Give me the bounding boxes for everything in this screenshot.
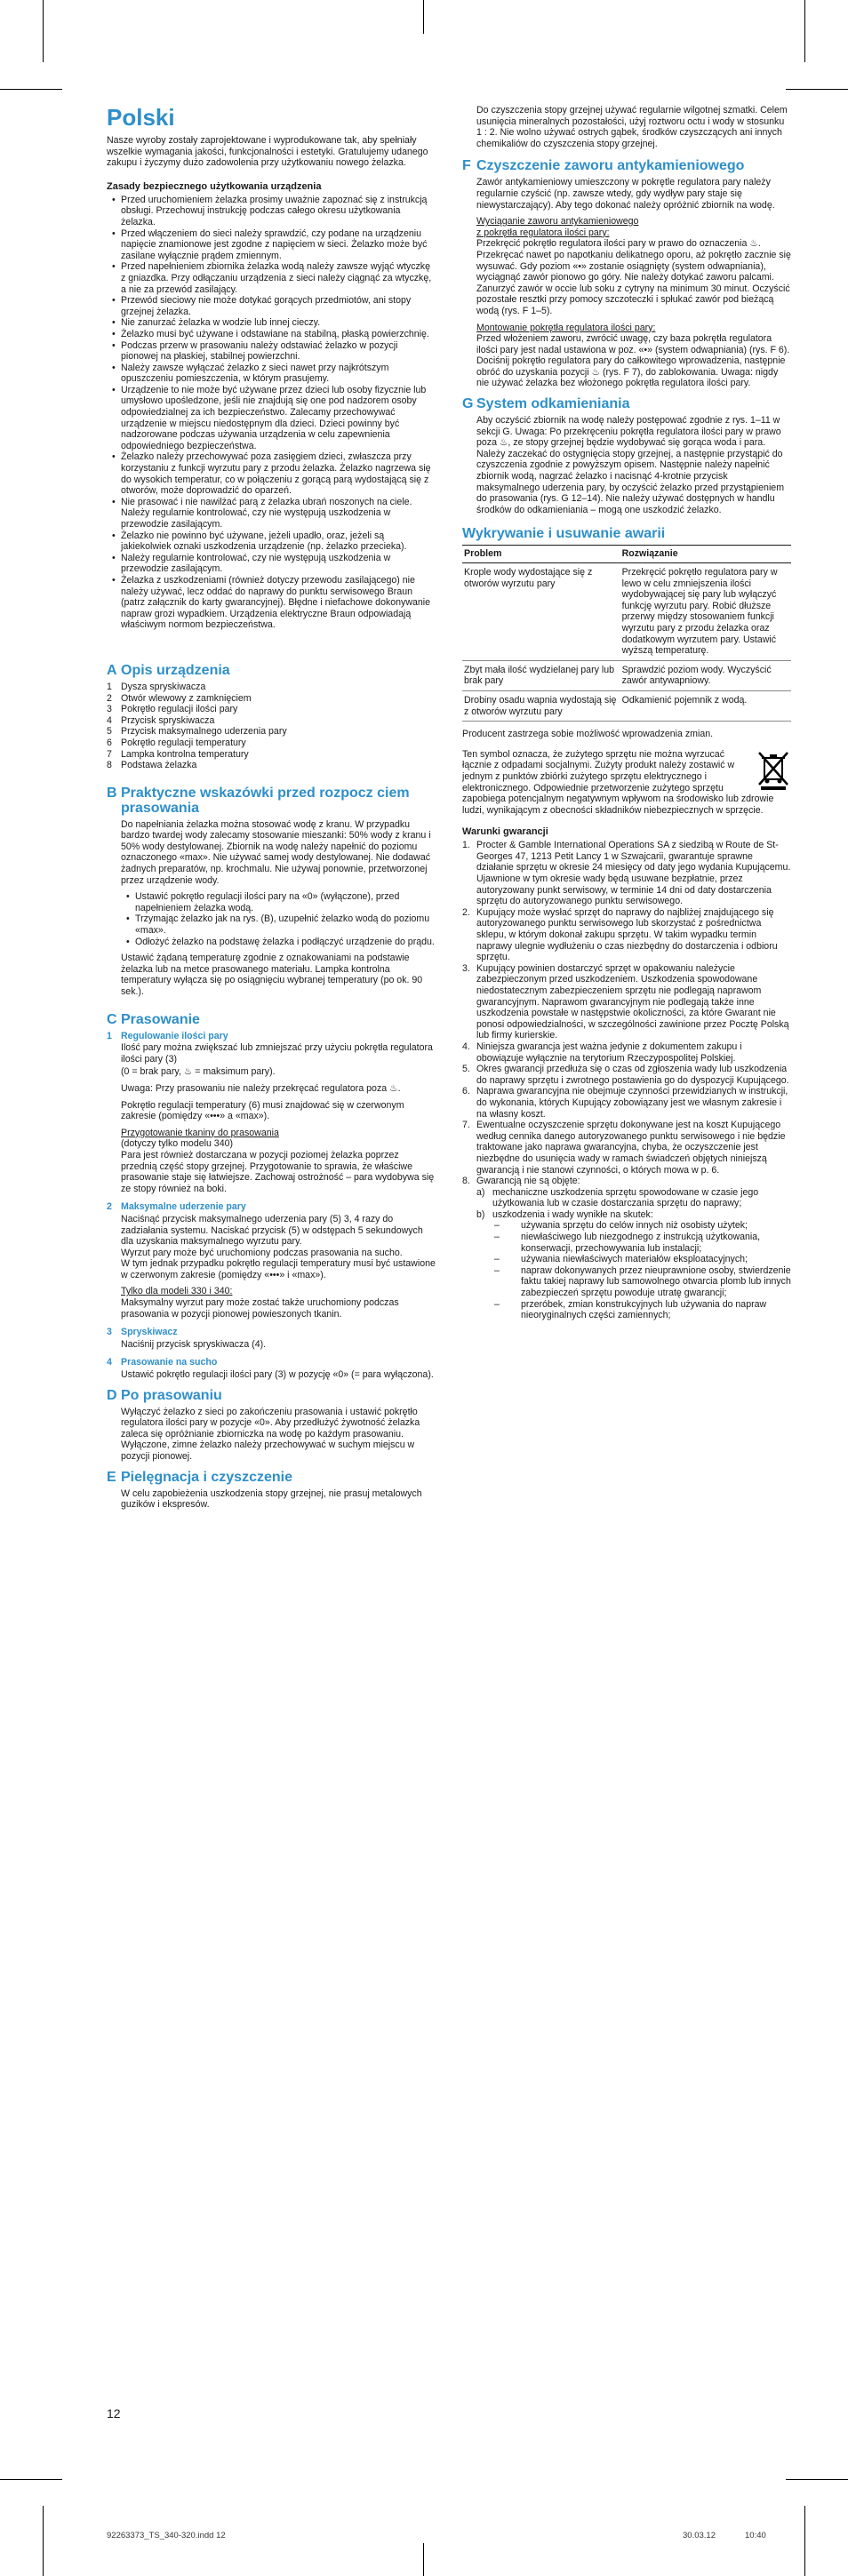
- warranty-item: 8. Gwarancją nie są objęte:: [462, 1176, 580, 1187]
- table-header: Problem: [462, 546, 620, 563]
- weee-text: Ten symbol oznacza, że zużytego sprzętu nie można wyrzucać łącznie z odpadami socjalnymi. Zużyty produkt należy zostawić w jednym z punktów zbiórki zużytego sprzętu elektrycznego i elektronicznego. Odpowiednie przetworzenie zużytego sprzętu zapobiega potencjalnym negatywnym wpływom na środowisko lub zdrowie ludzi, wynikającym z obecności składników niebezpiecznych w sprzęcie.: [462, 748, 774, 816]
- part-item: 3 Pokrętło regulacji ilości pary: [107, 704, 238, 715]
- safety-item: • Przed napełnieniem zbiornika żelazka wodą należy zawsze wyjąć wtyczkę z gniazdka. Przy odłączaniu urządzenia z sieci należy ciągnąć za wtyczkę, a nie za przewód zasilający.: [121, 261, 436, 295]
- paragraph: Wyłączyć żelazko z sieci po zakończeniu prasowania i ustawić pokrętło regulatora ilości pary w pozycje «0». Aby przedłużyć żywotność żelazka zaleca się opróżnianie zbiorniczka na wodę po każdym prasowaniu. Wyłączone, zimne żelazko należy przechowywać w suchym miejscu w pozycji pionowej.: [121, 1406, 420, 1462]
- crop-mark: [43, 2506, 44, 2576]
- paragraph: Przekręcić pokrętło regulatora ilości pary w prawo do oznaczenia ♨. Przekręcać nawet po napotkaniu delikatnego oporu, aż pokrętło zacznie się wysuwać. Gdy poziom «•» zostanie osiągnięty (system odwapniania), wyciągnąć zawór pionowo go góry. Nie należy dotykać zaworu palcami. Zanurzyć zawór w occie lub soku z cytryny na minimum 30 minut. Oczyścić pozostałe resztki przy pomocy szczoteczki i spłukać zawór pod bieżącą wodą (rys. F 1–5).: [476, 238, 791, 316]
- warranty-item: 2. Kupujący może wysłać sprzęt do naprawy do najbliżej znajdującego się autoryzowanego punktu serwisowego lub skorzystać z pośrednictwa sklepu, w którym dokonał zakupu sprzętu. W takim wypadku termin naprawy ulegnie wydłużeniu o czas niezbędny do dostarczenia i odbioru sprzętu.: [462, 906, 778, 963]
- section-b-text: Ustawić żądaną temperaturę zgodnie z oznakowaniami na podstawie żelazka lub na metce prasowanego materiału. Lampka kontrolna temperatury wyłącza się po osiągnięciu wybranej temperatury (po ok. 90 sek.).: [121, 953, 423, 997]
- left-column: [107, 105, 436, 1516]
- part-item: 1 Dysza spryskiwacza: [107, 681, 206, 692]
- part-item: 4 Przycisk spryskiwacza: [107, 714, 215, 726]
- paragraph: W celu zapobieżenia uszkodzenia stopy grzejnej, nie prasuj metalowych guzików i ekspresów.: [121, 1487, 422, 1511]
- paragraph: Zawór antykamieniowy umieszczony w pokrętle regulatora pary należy regularnie czyścić (np. zawsze wtedy, gdy wydływ pary staje się niewystarczający). Aby tego dokonać należy opróżnić zbiornik na wodę.: [476, 177, 775, 211]
- safety-item: • Przed włączeniem do sieci należy sprawdzić, czy podane na urządzeniu napięcie znamionowe jest zgodne z napięciem w sieci. Żelazko może być zasilane wyłącznie prądem zmiennym.: [121, 228, 436, 262]
- safety-item: • Przed uruchomieniem żelazka prosimy uważnie zapoznać się z instrukcją obsługi. Przechowuj instrukcję podczas całego okresu użytkowania żelazka.: [121, 195, 436, 228]
- paragraph: (0 = brak pary, ♨ = maksimum pary).: [121, 1066, 276, 1078]
- subsection-heading: 1 Regulowanie ilości pary: [107, 1030, 228, 1041]
- safety-item: • Żelazko musi być używane i odstawiane na stabilną, płaską powierzchnię.: [121, 329, 436, 340]
- sub-heading: Wyciąganie zaworu antykamieniowego: [476, 216, 639, 227]
- table-cell: Drobiny osadu wapnia wydostają się z otworów wyrzutu pary: [462, 690, 620, 721]
- list-item: • Odłożyć żelazko na podstawę żelazka i podłączyć urządzenie do prądu.: [135, 937, 436, 948]
- section-c-heading: C Prasowanie: [107, 1011, 200, 1027]
- section-title: Opis urządzenia: [121, 662, 230, 678]
- warranty-item: 3. Kupujący powinien dostarczyć sprzęt w opakowaniu należycie zabezpieczonym przed uszkodzeniem. Uszkodzenia spowodowane niedostatecznym zabezpieczeniem sprzętu nie podlegają naprawom gwarancyjnym. Naprawom gwarancyjnym nie podlegają także inne uszkodzenia powstałe w następstwie okoliczności, za które Gwarant nie ponosi odpowiedzialności, w szczególności zawinione przez Pocztę Polską lub firmy kurierskie.: [462, 962, 789, 1041]
- exclusion-item: b) uszkodzenia i wady wynikłe na skutek: – używania sprzętu do celów innych niż osobisty użytek; – niewłaściwego lub niezgodnego z instrukcją użytkowania, konserwacji, przechowywania lub instalacji; – używania niewłaściwych materiałów eksploatacyjnych; – napraw dokonywanych przez nieuprawnione osoby, stwierdzenie faktu takiej naprawy lub samowolnego otwarcia plomb lub innych zabezpieczeń sprzętu powoduje utratę gwarancji; – przeróbek, zmian konstrukcyjnych lub używania do napraw nieoryginalnych części zamiennych;: [476, 1209, 791, 1321]
- warranty-exclusions: [462, 1187, 791, 1321]
- exclusion-causes: [492, 1220, 791, 1320]
- list-item: • Trzymając żelazko jak na rys. (B), uzupełnić żelazko wodą do poziomu «max».: [135, 913, 436, 936]
- footer-date: 30.03.12: [683, 2531, 716, 2540]
- safety-item: • Należy regularnie kontrolować, czy nie występują uszkodzenia w przewodzie zasilającym.: [121, 553, 436, 575]
- crop-mark: [804, 2506, 805, 2576]
- paragraph: Aby oczyścić zbiornik na wodę należy postępować zgodnie z rys. 1–11 w sekcji G. Uwaga: Po przekręceniu pokrętła regulatora ilości pary w prawo poza ♨, ze stopy grzejnej będzie wydobywać się gorąca woda i para. Należy zaczekać do ostygnięcia stopy grzejnej, a następnie przystąpić do czyszczenia zgodnie z powyższym opisem. Następnie należy napełnić zbiornik wodą, nagrzać żelazko i nacisnąć 4-krotnie przycisk maksymalnego uderzenia pary, by oczyścić żelazko przed przystąpieniem do prasowania (rys. G 12–14). Nie należy używać dostępnych w handlu środków do odkamieniania – mogą one uszkodzić żelazko.: [476, 415, 785, 515]
- paragraph: Para jest również dostarczana w pozycji poziomej żelazka poprzez przednią część stopy grzejnej. Przygotowanie to sprawia, że właściwe prasowanie staje się łatwiejsze. Zachowaj ostrożność – para wydobywa się ze stopy również na boki.: [121, 1149, 435, 1194]
- paragraph: Uwaga: Przy prasowaniu nie należy przekręcać regulatora poza ♨.: [121, 1082, 401, 1094]
- safety-item: • Nie prasować i nie nawilżać parą z żelazka ubrań noszonych na ciele. Należy regularnie kontrolować, czy nie występują uszkodzenia w przewodzie zasilającym.: [121, 497, 436, 530]
- paragraph: Pokrętło regulacji temperatury (6) musi znajdować się w czerwonym zakresie (pomiędzy «•••» a «max»).: [121, 1099, 404, 1122]
- sub-note: (dotyczy tylko modelu 340): [121, 1138, 234, 1150]
- right-column: [462, 105, 791, 1321]
- paragraph: Ustawić pokrętło regulacji ilości pary (3) w pozycję «0» (= para wyłączona).: [121, 1369, 434, 1381]
- table-cell: Krople wody wydostające się z otworów wyrzutu pary: [462, 563, 620, 661]
- paragraph: Naciśnij przycisk spryskiwacza (4).: [121, 1338, 267, 1350]
- section-b-heading: B Praktyczne wskazówki przed rozpocz ciem prasowania: [107, 785, 410, 816]
- sub-heading: Przygotowanie tkaniny do prasowania: [121, 1127, 279, 1138]
- paragraph: Maksymalny wyrzut pary może zostać także uruchomiony podczas prasowania w pozycji pionowej powieszonych tkanin.: [121, 1297, 399, 1320]
- crop-mark: [423, 2543, 424, 2576]
- list-item: – używania niewłaściwych materiałów eksploatacyjnych;: [505, 1254, 791, 1265]
- table-row: [462, 690, 791, 721]
- paragraph: Ilość pary można zwiększać lub zmniejszać przy użyciu pokrętła regulatora ilości pary (3): [121, 1042, 433, 1065]
- crop-mark: [786, 2479, 848, 2480]
- section-a-heading: [107, 663, 436, 678]
- list-item: – przeróbek, zmian konstrukcyjnych lub używania do napraw nieoryginalnych części zamiennych;: [505, 1299, 791, 1321]
- paragraph: Naciśnąć przycisk maksymalnego uderzenia pary (5) 3, 4 razy do zadziałania systemu. Naciskać przycisk (5) w odstępach 5 sekundowych dla uzyskania maksymalnego wyrzutu pary.: [121, 1213, 423, 1248]
- warranty-item: 5. Okres gwarancji przedłuża się o czas od zgłoszenia wady lub uszkodzenia do naprawy sprzętu i zwrotnego postawienia go do dyspozycji Kupującego.: [462, 1064, 789, 1086]
- warranty-item: 4. Niniejsza gwarancja jest ważna jedynie z dokumentem zakupu i obowiązuje wyłącznie na terytorium Rzeczypospolitej Polskiej.: [462, 1041, 742, 1064]
- warranty-heading: Warunki gwarancji: [462, 826, 548, 838]
- part-item: 7 Lampka kontrolna temperatury: [107, 748, 249, 760]
- safety-item: • Urządzenie to nie może być używane przez dzieci lub osoby fizycznie lub umysłowo upośledzone, jeśli nie znajdują się one pod nadzorem osoby odpowiedzialnej za ich bezpieczeństwo. Zalecamy przechowywać urządzenie w miejscu niedostępnym dla dzieci. Dzieci powinny być nadzorowane podczas używania urządzenia w celu zapewnienia odpowiedniego bezpieczeństwa.: [121, 385, 436, 452]
- section-g-heading: G System odkamieniania: [462, 396, 630, 412]
- safety-item: • Żelazko należy przechowywać poza zasięgiem dzieci, zwłaszcza przy korzystaniu z funkcji wyrzutu pary z przodu żelazka. Żelazko nagrzewa się do wysokich temperatur, co w połączeniu z gorącą parą wydostającą się z otworów, może doprowadzić do oparzeń.: [121, 451, 436, 496]
- subsection-heading: 4 Prasowanie na sucho: [107, 1357, 218, 1368]
- safety-item: • Podczas przerw w prasowaniu należy odstawiać żelazko w pozycji pionowej na płaskiej, stabilnej powierzchni.: [121, 340, 436, 363]
- part-item: 6 Pokrętło regulacji temperatury: [107, 737, 246, 748]
- section-f-heading: F Czyszczenie zaworu antykamieniowego: [462, 158, 745, 174]
- crossed-out-bin-icon: [756, 751, 791, 790]
- exclusion-item: a) mechaniczne uszkodzenia sprzętu spowodowane w czasie jego użytkowania lub w czasie dostarczania sprzętu do naprawy;: [476, 1186, 759, 1209]
- sub-heading: Tylko dla modeli 330 i 340:: [121, 1286, 233, 1297]
- sub-heading: Montowanie pokrętła regulatora ilości pary:: [476, 322, 656, 333]
- paragraph: Do czyszczenia stopy grzejnej używać regularnie wilgotnej szmatki. Celem usunięcia mineralnych pozostałości, użyj roztworu octu i wody w stosunku 1 : 2. Nie wolno używać ostrych gąbek, środków czyszczących ani innych chemikaliów do czyszczenia stopy grzejnej.: [476, 105, 788, 149]
- subsection-heading: 3 Spryskiwacz: [107, 1327, 178, 1338]
- subsection-heading: 2 Maksymalne uderzenie pary: [107, 1201, 246, 1213]
- manufacturer-note: Producent zastrzega sobie możliwość wprowadzenia zmian.: [462, 729, 714, 740]
- footer-file: 92263373_TS_340-320.indd 12: [107, 2531, 226, 2540]
- crop-mark: [43, 0, 44, 62]
- section-d-heading: D Po prasowaniu: [107, 1387, 222, 1403]
- section-e-heading: E Pielęgnacja i czyszczenie: [107, 1469, 292, 1485]
- crop-mark: [804, 0, 805, 62]
- part-item: 2 Otwór wlewowy z zamknięciem: [107, 692, 252, 704]
- table-cell: Sprawdzić poziom wody. Wyczyścić zawór antywapniowy.: [620, 660, 791, 690]
- safety-heading: Zasady bezpiecznego użytkowania urządzenia: [107, 180, 322, 192]
- table-cell: Przekręcić pokrętło regulatora pary w lewo w celu zmniejszenia ilości wydobywającej się pary lub wyłączyć funkcję wyrzutu pary. Robić dłuższe przerwy między stosowaniem funkcji wyrzutu pary z przodu żelazka oraz dodatkowym wyrzutem pary. Ustawić wyższą temperaturę.: [620, 563, 791, 661]
- table-row: [462, 660, 791, 690]
- safety-list: [107, 195, 436, 631]
- section-b-list: [121, 891, 436, 947]
- crop-mark: [423, 0, 424, 34]
- section-letter: A: [107, 662, 117, 678]
- warranty-item: 7. Ewentualne oczyszczenie sprzętu dokonywane jest na koszt Kupującego według cennika danego autoryzowanego punktu serwisowego i nie będzie traktowane jako naprawa gwarancyjna, chyba, że oczyszczenie jest niezbędne do usunięcia wady w ramach świadczeń objętych niniejszą gwarancją i nie stanowi czynności, o których mowa w p. 6.: [462, 1120, 786, 1176]
- list-item: – niewłaściwego lub niezgodnego z instrukcją użytkowania, konserwacji, przechowywania lub instalacji;: [505, 1232, 791, 1254]
- sub-heading: z pokrętła regulatora ilości pary:: [476, 227, 610, 238]
- parts-list: [107, 682, 436, 771]
- section-b-text: Do napełniania żelazka można stosować wodę z kranu. W przypadku bardzo twardej wody zalecamy stosowanie mieszanki: 50% wody z kranu i 50% wody destylowanej. Zbiornik na wodę należy napełnić do poziomu oznaczonego «max». Nie używać samej wody destylowanej. Nie dodawać żadnych preparatów, np. krochmalu. Nie używaj ponownie, przetworzonej przez urządzenie wody.: [121, 818, 431, 886]
- page-number: 12: [107, 2406, 121, 2420]
- crop-mark: [786, 89, 848, 90]
- safety-item: • Żelazka z uszkodzeniami (również dotyczy przewodu zasilającego) nie należy używać, lecz oddać do naprawy do punktu serwisowego Braun (patrz załącznik do karty gwarancyjnej). Błędne i niefachowe dokonywanie napraw grozi wypadkiem. Urządzenia elektryczne Braun odpowiadają właściwym normom bezpieczeństwa.: [121, 575, 436, 631]
- list-item: – napraw dokonywanych przez nieuprawnione osoby, stwierdzenie faktu takiej naprawy lub samowolnego otwarcia plomb lub innych zabezpieczeń sprzętu powoduje utratę gwarancji;: [505, 1265, 791, 1299]
- crop-mark: [0, 89, 62, 90]
- paragraph: W tym jednak przypadku pokrętło regulacji temperatury musi być ustawione w czerwonym zakresie (pomiędzy «•••» i «max»).: [121, 1258, 436, 1280]
- list-item: • Ustawić pokrętło regulacji ilości pary na «0» (wyłączone), przed napełnieniem żelazka wodą.: [135, 891, 436, 913]
- part-item: 8 Podstawa żelazka: [107, 760, 197, 771]
- warranty-item: 6. Naprawa gwarancyjna nie obejmuje czynności przewidzianych w instrukcji, do wykonania, których Kupujący zobowiązany jest we własnym zakresie i na własny koszt.: [462, 1086, 788, 1120]
- table-header: Rozwiązanie: [620, 546, 791, 563]
- trouble-heading: Wykrywanie i usuwanie awarii: [462, 526, 666, 542]
- safety-item: • Żelazko nie powinno być używane, jeżeli upadło, oraz, jeżeli są jakiekolwiek oznaki uszkodzenia urządzenie (np. żelazko przecieka).: [121, 530, 436, 553]
- intro-text: Nasze wyroby zostały zaprojektowane i wyprodukowane tak, aby spełniały wszelkie wymagania jakości, funkcjonalności i estetyki. Gratulujemy udanego zakupu i życzymy dużo zadowolenia przy użytkowaniu nowego żelazka.: [107, 135, 428, 169]
- safety-item: • Należy zawsze wyłączać żelazko z sieci nawet przy najkrótszym opuszczeniu pomieszczenia, w którym prasujemy.: [121, 363, 436, 385]
- troubleshooting-table: [462, 545, 791, 722]
- safety-item: • Nie zanurzać żelazka w wodzie lub innej cieczy.: [121, 317, 436, 329]
- crop-mark: [0, 2479, 62, 2480]
- paragraph: Przed włożeniem zaworu, zwrócić uwagę, czy baza pokrętła regulatora ilości pary jest nadal ustawiona w poz. «•» (system odwapniania) (rys. F 6). Dociśnij pokrętło regulatora pary do całkowitego wprowadzenia, następnie obróć do uzyskania pozycji ♨ (rys. F 7), do zablokowania. Uwaga: nigdy nie używać żelazka bez włożonego pokrętła regulatora ilości pary.: [476, 333, 790, 389]
- warranty-list: [462, 840, 791, 1186]
- table-row: [462, 563, 791, 661]
- part-item: 5 Przycisk maksymalnego uderzenia pary: [107, 726, 287, 738]
- table-cell: Odkamienić pojemnik z wodą.: [620, 690, 791, 721]
- safety-item: • Przewód sieciowy nie może dotykać gorących przedmiotów, ani stopy grzejnej żelazka.: [121, 295, 436, 317]
- page-title: Polski: [107, 104, 175, 131]
- paragraph: Wyrzut pary może być uruchomiony podczas prasowania na sucho.: [121, 1247, 403, 1258]
- footer-time: 10:40: [745, 2531, 766, 2540]
- list-item: – używania sprzętu do celów innych niż osobisty użytek;: [505, 1220, 791, 1232]
- table-cell: Zbyt mała ilość wydzielanej pary lub brak pary: [462, 660, 620, 690]
- warranty-item: 1. Procter & Gamble International Operations SA z siedzibą w Route de St-Georges 47, 1213 Petit Lancy 1 w Szwajcarii, gwarantuje sprawne działanie sprzętu w okresie 24 miesięcy od daty jego wydania Kupującemu. Ujawnione w tym okresie wady będą usuwane bezpłatnie, przez autoryzowany punkt serwisowy, w terminie 14 dni od daty dostarczenia sprzętu do autoryzowanego punktu serwisowego.: [462, 840, 791, 907]
